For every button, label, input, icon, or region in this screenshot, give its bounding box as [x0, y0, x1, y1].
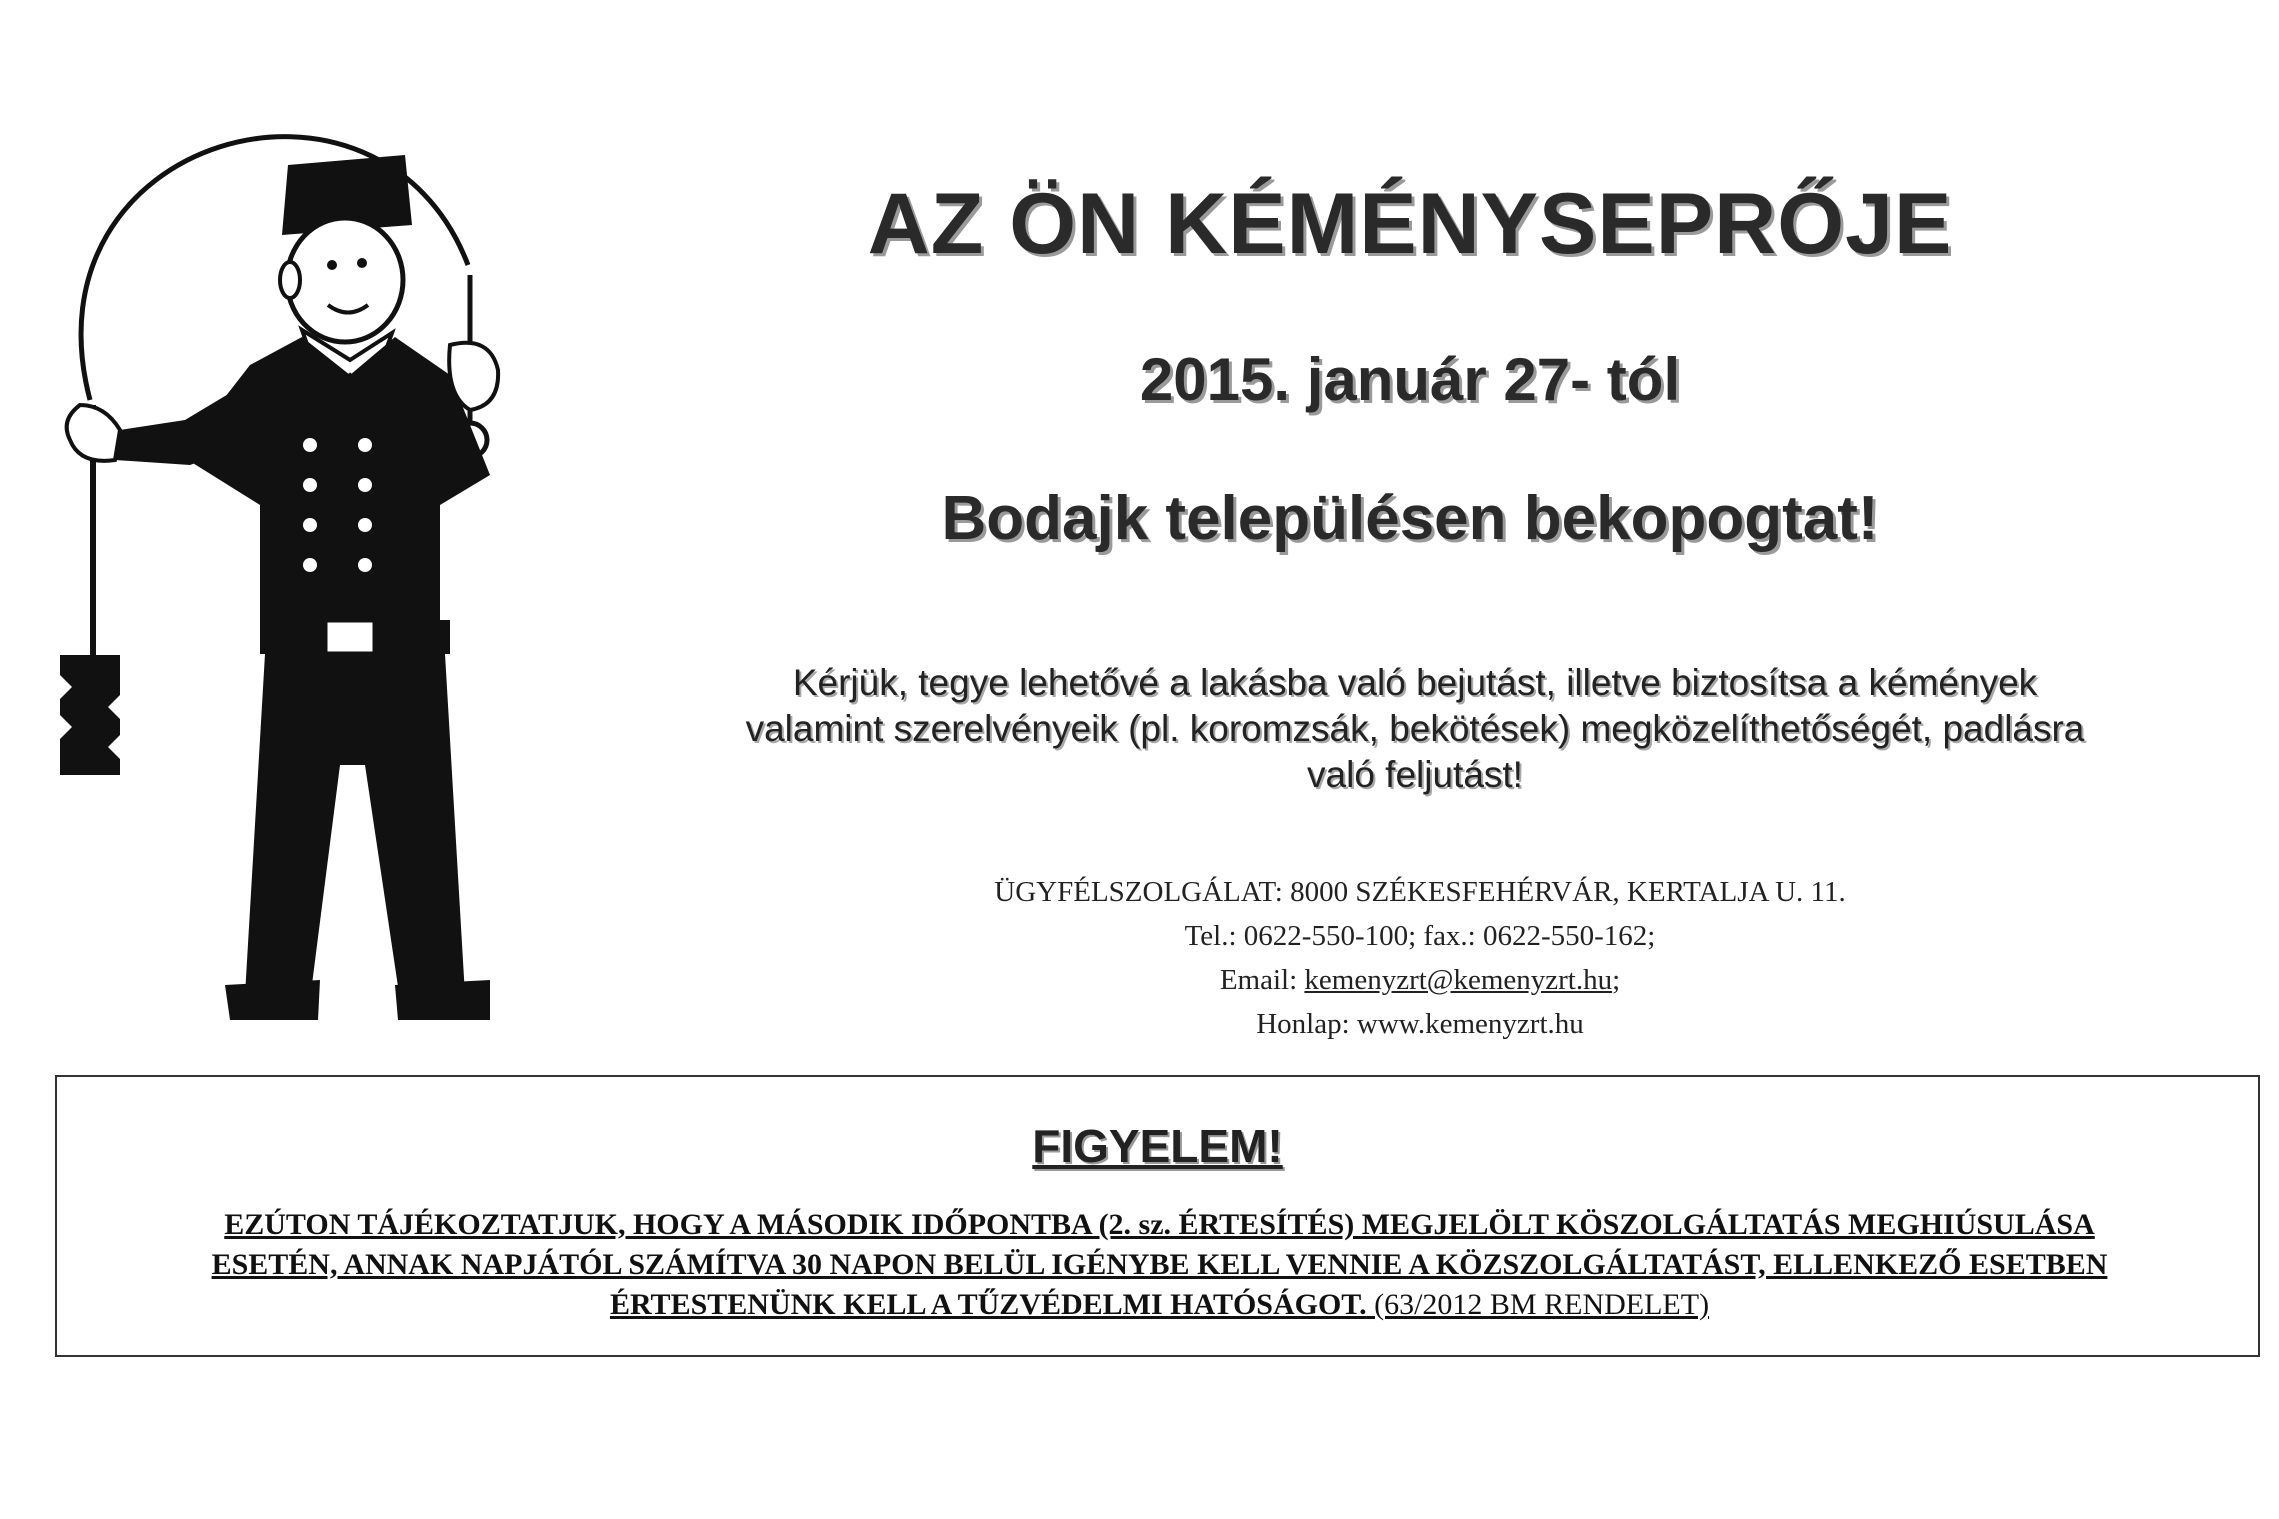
request-paragraph: [590, 660, 2240, 798]
email-suffix: ;: [1612, 964, 1621, 996]
notice-line-3-text: ÉRTESTENÜNK KELL A TŰZVÉDELMI HATÓSÁGOT.: [609, 1288, 1367, 1321]
request-line-1: Kérjük, tegye lehetővé a lakásba való bejutást, illetve biztosítsa a kémények: [792, 662, 2038, 703]
notice-box: [55, 1075, 2260, 1357]
phone-fax: Tel.: 0622-550-100; fax.: 0622-550-162;: [1184, 920, 1656, 952]
email-link[interactable]: kemenyzrt@kemenyzrt.hu: [1304, 964, 1613, 996]
request-line-2: valamint szerelvényeik (pl. koromzsák, bekötések) megközelíthetőségét, padlásra: [745, 708, 2085, 749]
request-line-3: való feljutást!: [1307, 754, 1523, 795]
page-title: AZ ÖN KÉMÉNYSEPRŐJE: [867, 176, 1953, 272]
contact-block: [820, 870, 2020, 1046]
notice-line-1: EZÚTON TÁJÉKOZTATJUK, HOGY A MÁSODIK IDŐPONTBA (2. sz. ÉRTESÍTÉS) MEGJELÖLT KÖSZOLGÁLTATÁS MEGHIÚSULÁSA: [224, 1208, 2095, 1241]
email-line: [820, 958, 2020, 1002]
subtitle: Bodajk településen bekopogtat!: [941, 484, 1879, 553]
chimney-sweep-icon: [20, 75, 540, 1035]
notice-title: FIGYELEM!: [1032, 1120, 1283, 1172]
notice-text: [67, 1205, 2252, 1325]
office-address: ÜGYFÉLSZOLGÁLAT: 8000 SZÉKESFEHÉRVÁR, KERTALJA U. 11.: [994, 876, 1846, 908]
date-line: 2015. január 27- tól: [1139, 346, 1681, 413]
regulation-reference: (63/2012 BM RENDELET): [1366, 1288, 1710, 1321]
notice-line-2: ESETÉN, ANNAK NAPJÁTÓL SZÁMÍTVA 30 NAPON BELÜL IGÉNYBE KELL VENNIE A KÖZSZOLGÁLTATÁST, ELLENKEZŐ ESETBEN: [211, 1248, 2108, 1281]
website: Honlap: www.kemenyzrt.hu: [1256, 1008, 1584, 1040]
notice-line-3: [67, 1285, 2252, 1325]
email-label: Email:: [1219, 964, 1305, 996]
